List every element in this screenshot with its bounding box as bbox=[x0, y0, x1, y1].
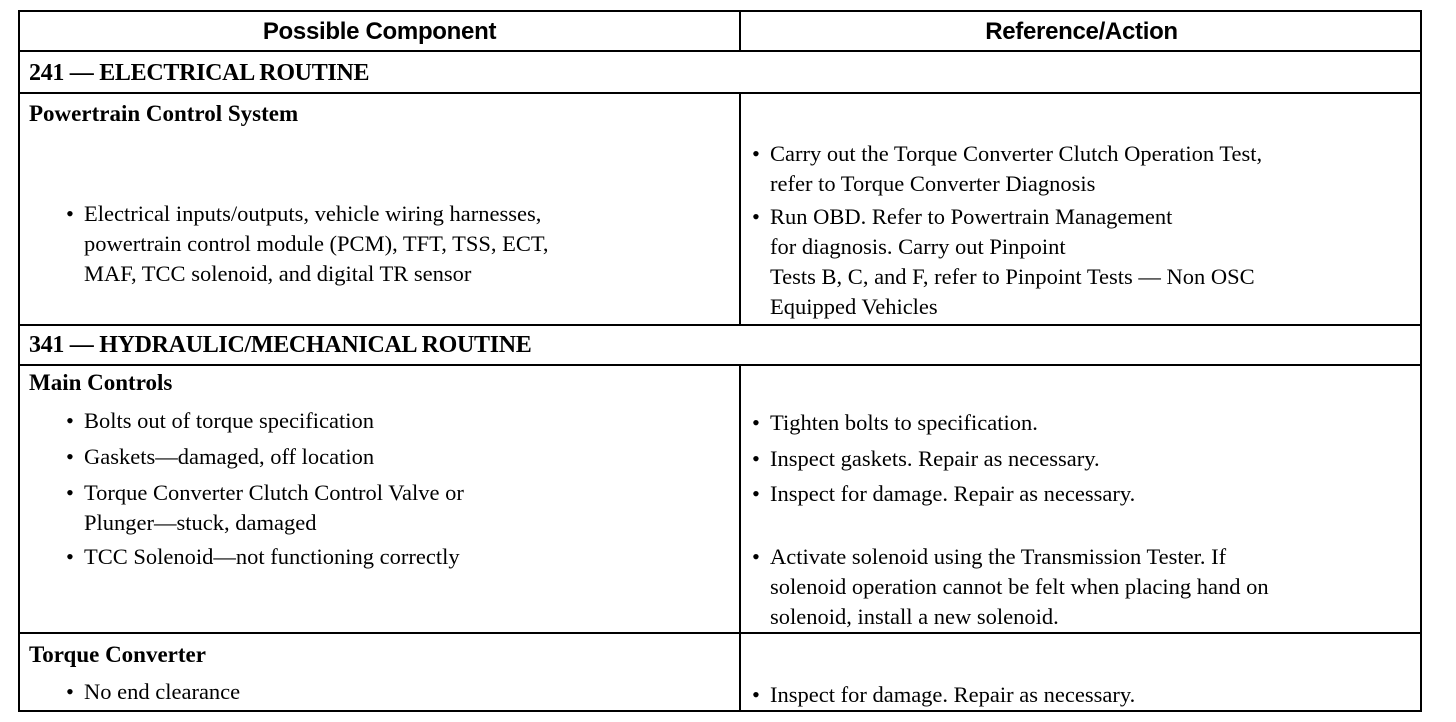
action-item bbox=[752, 680, 1135, 710]
action-item bbox=[752, 542, 1269, 632]
section-title-241: 241 — ELECTRICAL ROUTINE bbox=[29, 60, 370, 86]
group-title-powertrain-control-system: Powertrain Control System bbox=[29, 101, 299, 126]
component-item bbox=[66, 442, 374, 472]
component-item bbox=[66, 199, 549, 289]
item-line: No end clearance bbox=[84, 679, 241, 704]
column-divider-341 bbox=[739, 364, 741, 712]
bullet: • bbox=[752, 544, 760, 569]
item-line: TCC Solenoid—not functioning correctly bbox=[84, 544, 460, 569]
column-divider-header bbox=[739, 12, 741, 52]
action-item bbox=[752, 139, 1262, 199]
item-line: Inspect for damage. Repair as necessary. bbox=[770, 481, 1136, 506]
item-line: refer to Torque Converter Diagnosis bbox=[770, 171, 1096, 196]
item-line: Bolts out of torque specification bbox=[84, 408, 374, 433]
item-line: Run OBD. Refer to Powertrain Management bbox=[770, 204, 1173, 229]
item-line: Plunger—stuck, damaged bbox=[84, 510, 317, 535]
item-line: Activate solenoid using the Transmission Tester. If bbox=[770, 544, 1227, 569]
item-line: Tests B, C, and F, refer to Pinpoint Tests — Non OSC bbox=[770, 264, 1255, 289]
column-header-possible-component: Possible Component bbox=[262, 18, 497, 45]
component-item bbox=[66, 677, 240, 707]
bullet: • bbox=[752, 682, 760, 707]
bullet: • bbox=[66, 444, 74, 469]
rule-above-torque-converter bbox=[20, 632, 1420, 634]
item-line: Inspect for damage. Repair as necessary. bbox=[770, 682, 1136, 707]
component-item bbox=[66, 478, 464, 538]
item-line: Carry out the Torque Converter Clutch Operation Test, bbox=[770, 141, 1263, 166]
action-item bbox=[752, 202, 1255, 322]
bullet: • bbox=[66, 408, 74, 433]
column-divider-241 bbox=[739, 92, 741, 326]
component-item bbox=[66, 542, 460, 572]
bullet: • bbox=[66, 679, 74, 704]
item-line: Torque Converter Clutch Control Valve or bbox=[84, 480, 464, 505]
rule-under-341-title bbox=[20, 364, 1420, 366]
bullet: • bbox=[752, 141, 760, 166]
item-line: Gaskets—damaged, off location bbox=[84, 444, 375, 469]
action-item bbox=[752, 479, 1135, 509]
column-header-reference-action: Reference/Action bbox=[985, 18, 1178, 45]
bullet: • bbox=[66, 544, 74, 569]
group-title-torque-converter: Torque Converter bbox=[29, 642, 206, 667]
item-line: solenoid, install a new solenoid. bbox=[770, 604, 1059, 629]
bullet: • bbox=[66, 480, 74, 505]
item-line: solenoid operation cannot be felt when placing hand on bbox=[770, 574, 1269, 599]
bullet: • bbox=[752, 481, 760, 506]
action-item bbox=[752, 408, 1038, 438]
bullet: • bbox=[752, 410, 760, 435]
item-line: Electrical inputs/outputs, vehicle wiring harnesses, bbox=[84, 201, 542, 226]
action-item bbox=[752, 444, 1100, 474]
bullet: • bbox=[752, 446, 760, 471]
section-title-341: 341 — HYDRAULIC/MECHANICAL ROUTINE bbox=[29, 332, 532, 358]
diagnosis-table bbox=[18, 10, 1422, 712]
item-line: Tighten bolts to specification. bbox=[770, 410, 1038, 435]
bullet: • bbox=[752, 204, 760, 229]
rule-above-341-title bbox=[20, 324, 1420, 326]
item-line: Equipped Vehicles bbox=[770, 294, 938, 319]
bullet: • bbox=[66, 201, 74, 226]
rule-under-241-title bbox=[20, 92, 1420, 94]
item-line: MAF, TCC solenoid, and digital TR sensor bbox=[84, 261, 472, 286]
item-line: for diagnosis. Carry out Pinpoint bbox=[770, 234, 1066, 259]
item-line: powertrain control module (PCM), TFT, TSS, ECT, bbox=[84, 231, 549, 256]
component-item bbox=[66, 406, 374, 436]
item-line: Inspect gaskets. Repair as necessary. bbox=[770, 446, 1100, 471]
rule-under-header bbox=[20, 50, 1420, 52]
group-title-main-controls: Main Controls bbox=[29, 370, 173, 395]
